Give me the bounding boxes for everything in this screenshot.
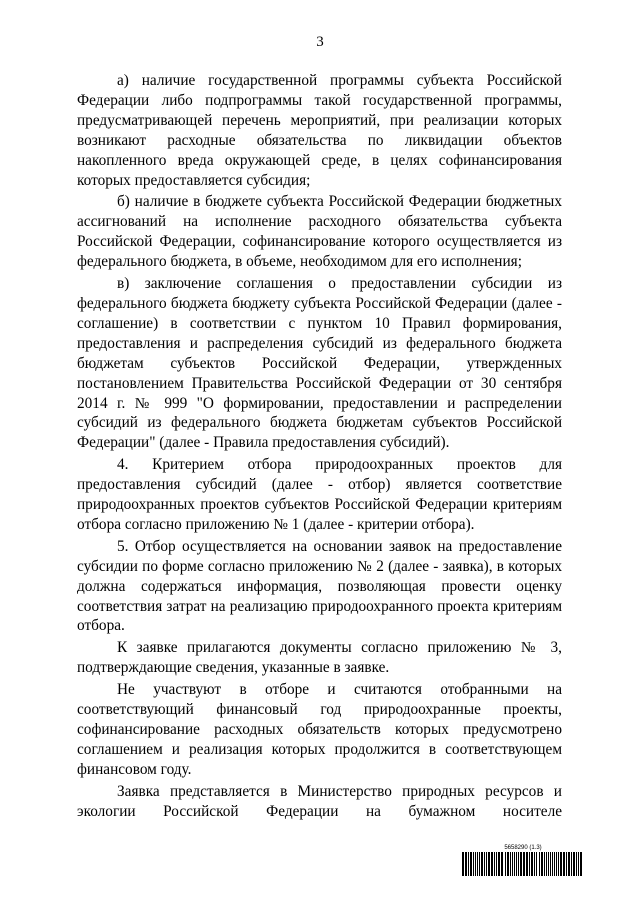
- paragraph-5: 5. Отбор осуществляется на основании заявок на предоставление субсидии по форме согласно приложению № 2 (далее - заявка), в которых должна содержаться информация, позволяющая провести оценку соответствия затрат на реализацию природоохранного проекта критериям отбора.: [77, 537, 562, 635]
- paragraph-4: 4. Критерием отбора природоохранных проектов для предоставления субсидий (далее - отбор) является соответствие природоохранных проектов субъектов Российской Федерации критериям отбора согласно приложению № 1 (далее - критерии отбора).: [77, 456, 562, 533]
- document-body: [77, 71, 562, 824]
- barcode-block: [462, 844, 584, 876]
- paragraph-a: а) наличие государственной программы субъекта Российской Федерации либо подпрограммы такой государственной программы, предусматривающей перечень мероприятий, при реализации которых возникают расходные обязательства по ликвидации объектов накопленного вреда окружающей среде, в целях софинансирования которых предоставляется субсидия;: [77, 72, 562, 189]
- paragraph-application: Заявка представляется в Министерство природных ресурсов и экологии Российской Федерации на бумажном носителе: [77, 782, 562, 820]
- paragraph-v: в) заключение соглашения о предоставлении субсидии из федерального бюджета бюджету субъекта Российской Федерации (далее - соглашение) в соответствии с пунктом 10 Правил формирования, предоставления и распределения субсидий из федерального бюджета бюджетам субъектов Российской Федерации, утвержденных постановлением Правительства Российской Федерации от 30 сентября 2014 г. № 999 "О формировании, предоставлении и распределении субсидий из федерального бюджета бюджетам субъектов Российской Федерации" (далее - Правила предоставления субсидий).: [77, 275, 562, 452]
- page-number: 3: [316, 34, 324, 50]
- barcode-image: [462, 852, 584, 876]
- paragraph-b: б) наличие в бюджете субъекта Российской Федерации бюджетных ассигнований на исполнение расходного обязательства субъекта Российской Федерации, софинансирование которого осуществляется из федерального бюджета, в объеме, необходимом для его исполнения;: [77, 193, 562, 271]
- paragraph-not-participating: Не участвуют в отборе и считаются отобранными на соответствующий финансовый год природоохранные проекты, софинансирование расходных обязательств которых предусмотрено соглашением и реализация которых продолжится в соответствующем финансовом году.: [77, 681, 562, 778]
- barcode-code: 5658290 (1.3): [504, 845, 542, 851]
- paragraph-attachments: К заявке прилагаются документы согласно приложению № 3, подтверждающие сведения, указанные в заявке.: [77, 639, 562, 677]
